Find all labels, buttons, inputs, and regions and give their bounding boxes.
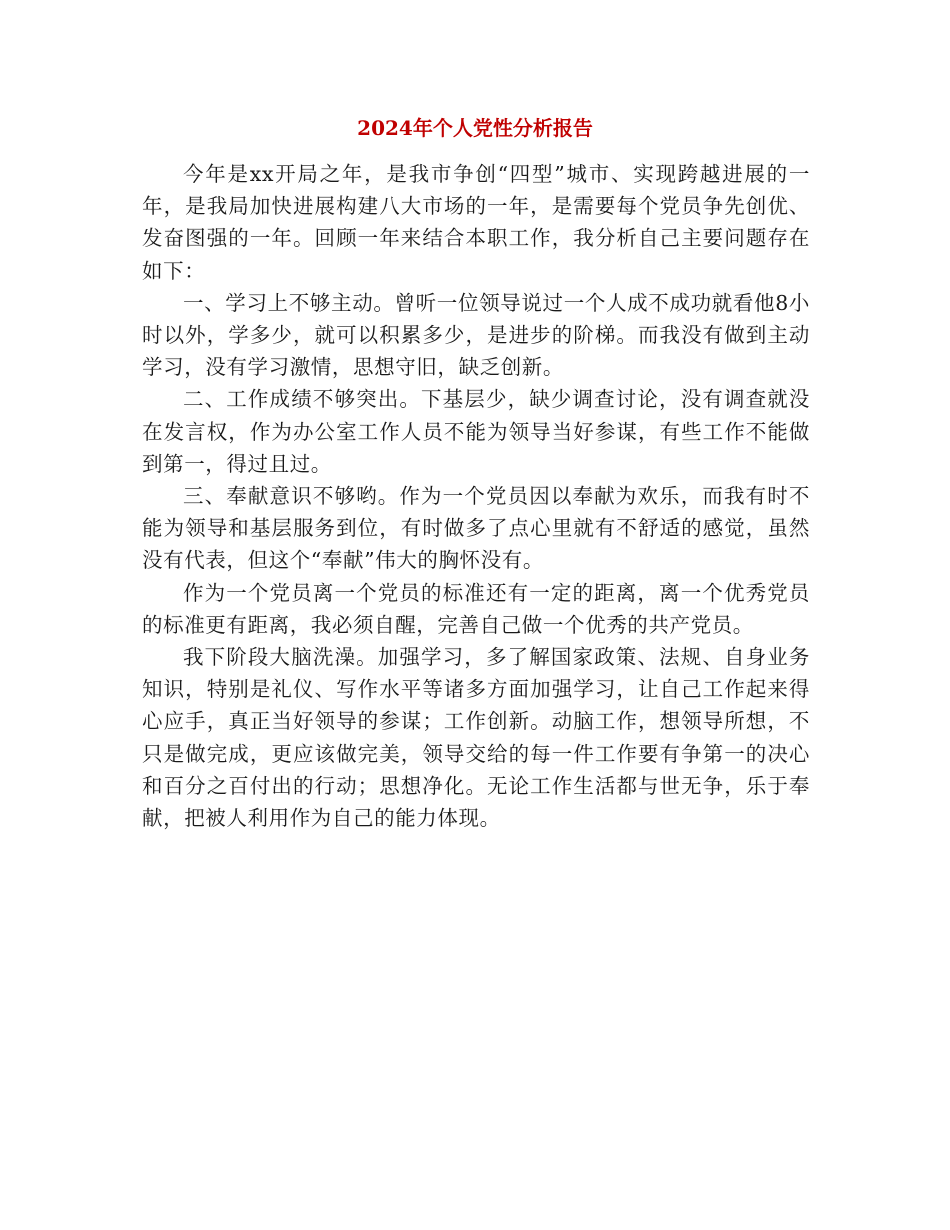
paragraph-point-3: 三、奉献意识不够哟。作为一个党员因以奉献为欢乐，而我有时不能为领导和基层服务到位，有时做多了点心里就有不舒适的感觉，虽然没有代表，但这个“奉献”伟大的胸怀没有。 (142, 484, 810, 573)
paragraph-point-2: 二、工作成绩不够突出。下基层少，缺少调查讨论，没有调查就没在发言权，作为办公室工作人员不能为领导当好参谋，有些工作不能做到第一，得过且过。 (142, 387, 810, 476)
document-body (142, 158, 810, 834)
paragraph-point-1: 一、学习上不够主动。曾听一位领导说过一个人成不成功就看他8小时以外，学多少，就可以积累多少，是进步的阶梯。而我没有做到主动学习，没有学习激情，思想守旧，缺乏创新。 (142, 290, 810, 380)
document-title: 2024年个人党性分析报告 (357, 116, 593, 140)
paragraph-plan: 我下阶段大脑洗澡。加强学习，多了解国家政策、法规、自身业务知识，特别是礼仪、写作水平等诸多方面加强学习，让自己工作起来得心应手，真正当好领导的参谋；工作创新。动脑工作，想领导所想，不只是做完成，更应该做完美，领导交给的每一件工作要有争第一的决心和百分之百付出的行动；思想净化。无论工作生活都与世无争，乐于奉献，把被人利用作为自己的能力体现。 (142, 645, 810, 831)
paragraph-intro: 今年是xx开局之年，是我市争创“四型”城市、实现跨越进展的一年，是我局加快进展构建八大市场的一年，是需要每个党员争先创优、发奋图强的一年。回顾一年来结合本职工作，我分析自己主要问题存在如下： (142, 162, 810, 283)
paragraph-summary: 作为一个党员离一个党员的标准还有一定的距离，离一个优秀党员的标准更有距离，我必须自醒，完善自己做一个优秀的共产党员。 (142, 580, 810, 637)
